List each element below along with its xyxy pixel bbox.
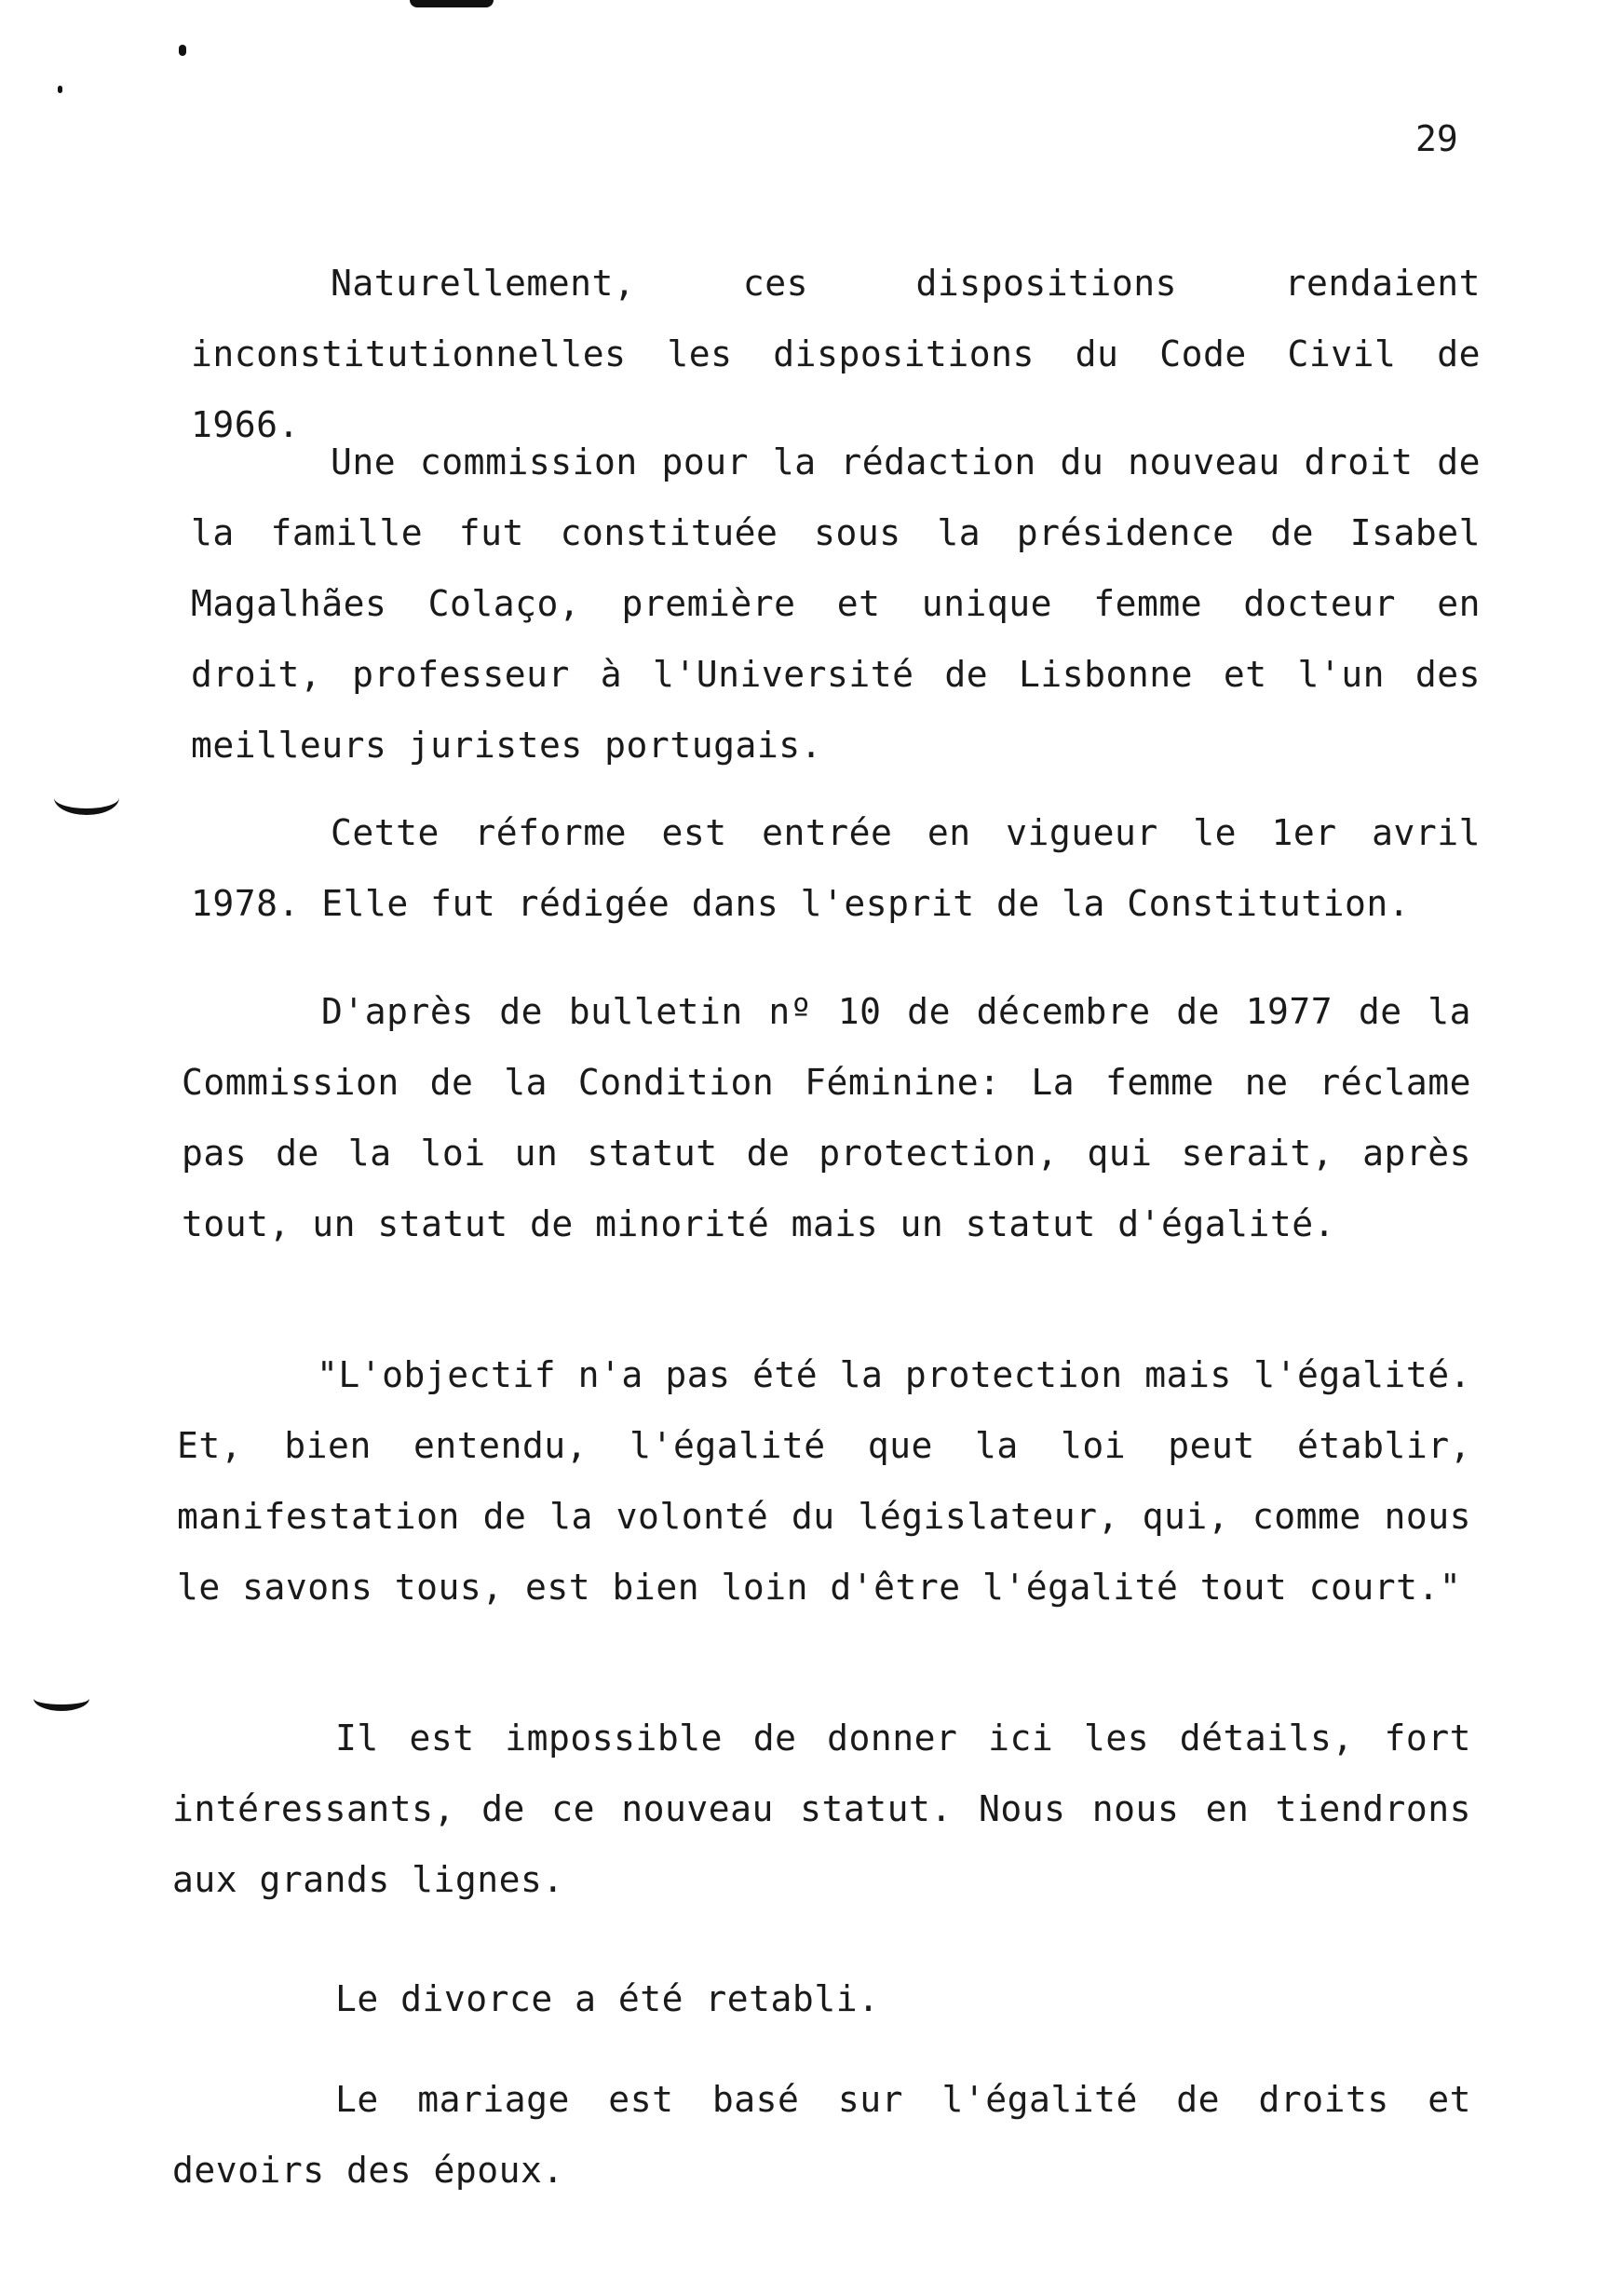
paragraph: Cette réforme est entrée en vigueur le 1er avril 1978. Elle fut rédigée dans l'esprit de la Constitution. — [191, 812, 1503, 924]
paragraph: Le mariage est basé sur l'égalité de droits et devoirs des époux. — [172, 2079, 1494, 2191]
paragraph: Naturellement, ces dispositions rendaient inconstitutionnelles les dispositions du Code Civil de 1966. — [191, 263, 1503, 445]
scan-dot — [179, 45, 186, 56]
scan-artifact — [410, 0, 494, 7]
page-number: 29 — [1415, 118, 1458, 159]
paragraph: Il est impossible de donner ici les détails, fort intéressants, de ce nouveau statut. Nous nous en tiendrons aux grands lignes. — [172, 1718, 1494, 1900]
margin-mark — [54, 781, 119, 815]
paragraph: D'après de bulletin nº 10 de décembre de 1977 de la Commission de la Condition Féminine: La femme ne réclame pas de la loi un statut de protection, qui serait, après tout, un statut de minorité mais un statut d'égalité. — [182, 991, 1494, 1244]
paragraph: Le divorce a été retabli. — [335, 1978, 880, 2019]
scan-dot — [58, 86, 62, 93]
paragraph: Une commission pour la rédaction du nouveau droit de la famille fut constituée sous la présidence de Isabel Magalhães Colaço, première et unique femme docteur en droit, professeur à l'Université de Lisbonne et l'un des meilleurs juristes portugais. — [191, 441, 1503, 766]
quote-paragraph: "L'objectif n'a pas été la protection mais l'égalité. Et, bien entendu, l'égalité que la loi peut établir, manifestation de la volonté du législateur, qui, comme nous le savons tous, est bien loin d'être l'égalité tout court." — [177, 1354, 1494, 1608]
margin-mark — [34, 1686, 89, 1711]
